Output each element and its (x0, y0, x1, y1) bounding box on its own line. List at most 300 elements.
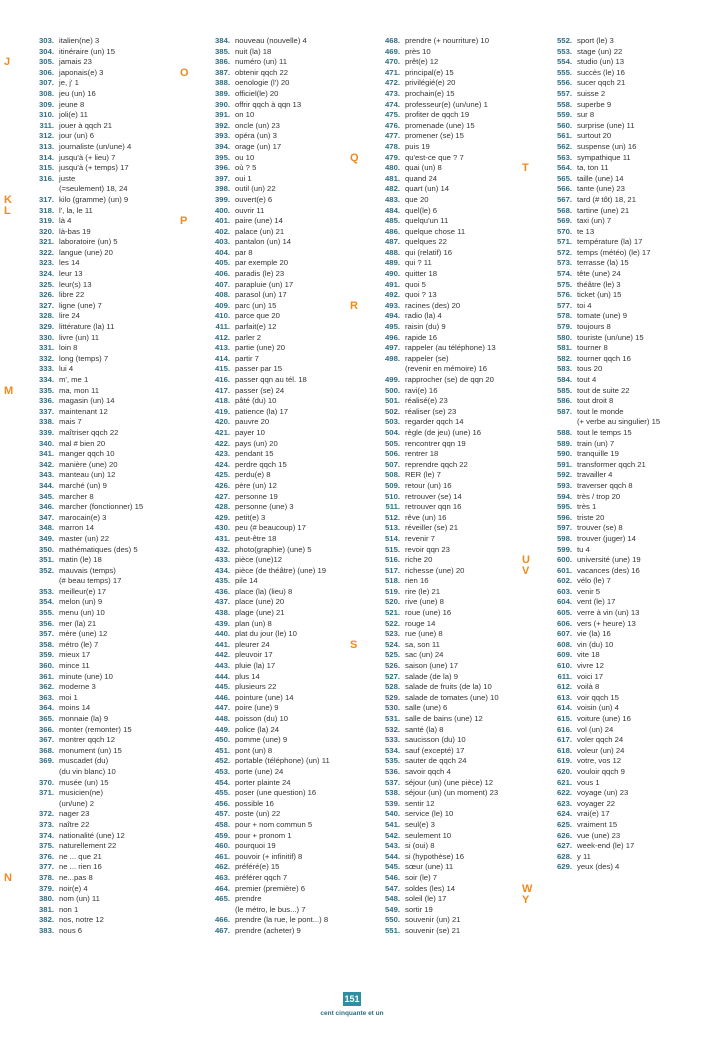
entry-word: privilégié(e) 20 (405, 78, 456, 88)
entry-number: 303. (39, 36, 54, 45)
entry-number: 444. (215, 671, 230, 681)
entry-word: regarder qqch 14 (405, 417, 464, 427)
entry-number: 565. (557, 173, 572, 183)
entry-number: 626. (557, 830, 572, 840)
entry-word: jusqu'à (+ lieu) 7 (59, 152, 116, 162)
entry-word: musicien(ne) (59, 788, 104, 798)
entry-number: 326. (39, 290, 54, 300)
entry-word: jour (un) 6 (59, 131, 95, 141)
entry-number: 475. (385, 110, 400, 120)
entry-word: nager 23 (59, 809, 90, 819)
entry-number: 577. (557, 300, 572, 310)
entry-number: 307. (39, 78, 54, 88)
entry-number: 440. (215, 629, 230, 639)
entry-number: 505. (385, 438, 400, 448)
entry-number: 395. (215, 152, 230, 162)
entry-number: 448. (215, 714, 230, 723)
entry-number: 427. (215, 491, 230, 501)
entry-word: sauter de qqch 24 (405, 756, 467, 766)
entry-number: 572. (557, 247, 572, 257)
section-letter: W (522, 883, 533, 895)
entry-number: 354. (39, 597, 54, 607)
entry-word: puis 19 (405, 141, 430, 151)
entry-word: sympathique 11 (577, 152, 631, 162)
entry-word: terrasse (la) 15 (577, 258, 629, 268)
entry-word: souvenir (un) 21 (405, 915, 461, 925)
entry-word: quart (un) 14 (405, 184, 450, 194)
entry-word: possible 16 (235, 798, 274, 808)
entry-word: livre (un) 11 (59, 332, 100, 342)
entry-word: melon (un) 9 (59, 597, 103, 607)
entry-number: 528. (385, 682, 400, 692)
entry-word: voyage (un) 23 (577, 788, 629, 798)
entry-word: maintenant 12 (59, 406, 108, 416)
entry-number: 416. (215, 375, 230, 384)
entry-number: 533. (385, 735, 400, 745)
entry-word: master (un) 22 (59, 533, 109, 543)
entry-word: voilà 8 (577, 682, 600, 692)
entry-word: nouveau (nouvelle) 4 (235, 36, 307, 45)
entry-word: travailler 4 (577, 470, 613, 480)
entry-word: loin 8 (59, 343, 78, 353)
entry-number: 325. (39, 279, 54, 289)
entry-word: vraiment 15 (577, 819, 618, 829)
entry-word: voleur (un) 24 (577, 745, 625, 755)
entry-number: 498. (385, 353, 400, 363)
entry-word: passer qqn au tél. 18 (235, 375, 307, 384)
entry-number: 397. (215, 173, 230, 183)
entry-number: 596. (557, 512, 572, 522)
entry-word: seul(e) 3 (405, 819, 435, 829)
entry-number: 513. (385, 523, 400, 533)
entry-word: vélo (le) 7 (577, 576, 611, 586)
entry-number: 614. (557, 703, 572, 713)
entry-word: sentir 12 (405, 798, 435, 808)
entry-word: salle (une) 6 (405, 703, 448, 713)
entry-number: 406. (215, 269, 230, 279)
entry-word: pendant 15 (235, 449, 274, 459)
section-letter: Q (350, 151, 359, 164)
entry-number: 419. (215, 406, 230, 416)
entry-word: te 13 (577, 226, 595, 236)
entry-word: prêt(e) 12 (405, 57, 439, 67)
entry-word: quelqu'un 11 (405, 216, 449, 226)
entry-word: manteau (un) 12 (59, 470, 116, 480)
entry-number: 575. (557, 279, 572, 289)
entry-number: 396. (215, 163, 230, 173)
entry-word: tout 4 (577, 375, 597, 384)
entry-number: 503. (385, 417, 400, 427)
entry-number: 610. (557, 661, 572, 671)
entry-number: 473. (385, 88, 400, 98)
entry-number: 599. (557, 544, 572, 554)
entry-number: 561. (557, 131, 572, 141)
entry-word: juste (59, 173, 76, 183)
entry-word: rive (une) 8 (405, 597, 444, 607)
entry-word: traverser qqch 8 (577, 480, 633, 490)
entry-number: 585. (557, 385, 572, 395)
entry-word: vite 18 (577, 650, 600, 660)
entry-number: 376. (39, 851, 54, 861)
entry-word: porter plainte 24 (235, 777, 291, 787)
entry-number: 604. (557, 597, 572, 607)
entry-number: 323. (39, 258, 54, 268)
entry-word: tartine (une) 21 (577, 205, 630, 215)
entry-number: 373. (39, 819, 54, 829)
entry-number: 497. (385, 343, 400, 353)
entry-number: 547. (385, 883, 400, 893)
entry-number: 398. (215, 184, 230, 194)
entry-number: 455. (215, 788, 230, 798)
entry-number: 579. (557, 322, 572, 332)
entry-word: police (la) 24 (235, 724, 280, 734)
entry-word: manger qqch 10 (59, 449, 115, 459)
entry-word: magasin (un) 14 (59, 396, 115, 406)
entry-number: 453. (215, 766, 230, 776)
entry-number: 313. (39, 141, 54, 151)
entry-number: 486. (385, 226, 400, 236)
entry-word: on 10 (235, 110, 255, 120)
entry-number: 509. (385, 480, 400, 490)
entry-number: 518. (385, 576, 400, 586)
entry-word: marocain(e) 3 (59, 512, 107, 522)
entry-word: moins 14 (59, 703, 91, 713)
entry-number: 371. (39, 788, 54, 798)
entry-word: vue (une) 23 (577, 830, 621, 840)
entry-number: 555. (557, 67, 572, 77)
entry-word: quelque chose 11 (405, 226, 466, 236)
entry-word: savoir qqch 4 (405, 766, 451, 776)
entry-number: 477. (385, 131, 400, 141)
entry-word: parce que 20 (235, 311, 280, 321)
entry-number: 618. (557, 745, 572, 755)
entry-word: nos, notre 12 (59, 915, 104, 925)
entry-number: 343. (39, 470, 54, 480)
entry-number: 442. (215, 650, 230, 660)
entry-number: 369. (39, 756, 54, 766)
entry-number: 304. (39, 46, 54, 56)
entry-word: sport (le) 3 (577, 36, 614, 45)
entry-word: retrouver qqn 16 (405, 502, 462, 512)
entry-number: 578. (557, 311, 572, 321)
entry-word: ta, ton 11 (577, 163, 609, 173)
entry-number: 494. (385, 311, 400, 321)
entry-number: 381. (39, 904, 54, 914)
entry-number: 506. (385, 449, 400, 459)
entry-number: 536. (385, 766, 400, 776)
entry-word: qui (relatif) 16 (405, 247, 452, 257)
entry-number: 569. (557, 216, 572, 226)
entry-number: 499. (385, 375, 400, 384)
entry-number: 573. (557, 258, 572, 268)
entry-number: 394. (215, 141, 230, 151)
entry-number: 621. (557, 777, 572, 787)
entry-word: tu 4 (577, 544, 590, 554)
entry-word: suspense (un) 16 (577, 141, 637, 151)
entry-word: place (une) 20 (235, 597, 285, 607)
entry-word: (le métro, le bus...) 7 (235, 904, 306, 914)
entry-word: père (un) 12 (235, 480, 277, 490)
entry-number: 420. (215, 417, 230, 427)
entry-number: 410. (215, 311, 230, 321)
entry-number: 557. (557, 88, 572, 98)
entry-number: 550. (385, 915, 400, 925)
entry-number: 521. (385, 608, 400, 618)
entry-word: pluie (la) 17 (235, 661, 276, 671)
entry-number: 305. (39, 57, 54, 67)
entry-number: 333. (39, 364, 54, 374)
entry-number: 429. (215, 512, 230, 522)
entry-number: 532. (385, 724, 400, 734)
entry-word: retour (un) 16 (405, 480, 452, 490)
entry-word: photo(graphie) (une) 5 (235, 544, 312, 554)
entry-number: 480. (385, 163, 400, 173)
entry-word: si (hypothèse) 16 (405, 851, 464, 861)
entry-number: 387. (215, 67, 230, 77)
entry-number: 411. (215, 322, 230, 332)
entry-word: matin (le) 18 (59, 555, 102, 565)
entry-word: réaliser (se) 23 (405, 406, 457, 416)
entry-word: monter (remonter) 15 (59, 724, 132, 734)
entry-word: séjour (un) (une pièce) 12 (405, 777, 494, 787)
entry-number: 449. (215, 724, 230, 734)
entry-word: salle de bains (une) 12 (405, 714, 483, 723)
entry-number: 418. (215, 396, 230, 406)
entry-word: quelques 22 (405, 237, 447, 247)
entry-number: 436. (215, 586, 230, 596)
entry-word: qui ? 11 (405, 258, 432, 268)
entry-word: (revenir en mémoire) 16 (405, 364, 488, 374)
entry-word: ma, mon 11 (59, 385, 100, 395)
entry-number: 331. (39, 343, 54, 353)
entry-word: retrouver (se) 14 (405, 491, 462, 501)
entry-word: poste (un) 22 (235, 809, 281, 819)
entry-word: plusieurs 22 (235, 682, 277, 692)
entry-number: 627. (557, 841, 572, 851)
entry-number: 470. (385, 57, 400, 67)
entry-number: 508. (385, 470, 400, 480)
entry-word: voiture (une) 16 (577, 714, 631, 723)
entry-number: 316. (39, 173, 54, 183)
entry-number: 426. (215, 480, 230, 490)
entry-number: 556. (557, 78, 572, 88)
entry-word: studio (un) 13 (577, 57, 625, 67)
entry-number: 468. (385, 36, 400, 45)
entry-number: 337. (39, 406, 54, 416)
entry-word: jamais 23 (59, 57, 92, 67)
entry-number: 332. (39, 353, 54, 363)
entry-number: 539. (385, 798, 400, 808)
entry-word: saucisson (du) 10 (405, 735, 466, 745)
entry-word: poisson (du) 10 (235, 714, 288, 723)
entry-word: je, j' 1 (59, 78, 79, 88)
entry-number: 358. (39, 639, 54, 649)
entry-number: 317. (39, 194, 54, 204)
entry-word: salade de fruits (de la) 10 (405, 682, 492, 692)
entry-number: 308. (39, 88, 54, 98)
entry-word: toi 4 (577, 300, 592, 310)
entry-word: opéra (un) 3 (235, 131, 277, 141)
entry-word: vers (+ heure) 13 (577, 618, 636, 628)
entry-number: 600. (557, 555, 572, 565)
entry-word: palace (un) 21 (235, 226, 285, 236)
entry-number: 522. (385, 618, 400, 628)
entry-word: marcher 8 (59, 491, 94, 501)
entry-number: 338. (39, 417, 54, 427)
entry-word: revoir qqn 23 (405, 544, 450, 554)
entry-number: 609. (557, 650, 572, 660)
entry-word: riche 20 (405, 555, 433, 565)
entry-word: partir 7 (235, 353, 259, 363)
entry-word: reprendre qqch 22 (405, 459, 468, 469)
entry-number: 434. (215, 565, 230, 575)
entry-number: 428. (215, 502, 230, 512)
entry-number: 408. (215, 290, 230, 300)
entry-number: 520. (385, 597, 400, 607)
entry-word: réveiller (se) 21 (405, 523, 458, 533)
entry-number: 309. (39, 99, 54, 109)
entry-word: (un/une) 2 (59, 798, 95, 808)
entry-word: lire 24 (59, 311, 80, 321)
entry-number: 466. (215, 915, 230, 925)
entry-word: personne 19 (235, 491, 278, 501)
entry-word: plat du jour (le) 10 (235, 629, 297, 639)
entry-number: 537. (385, 777, 400, 787)
entry-number: 353. (39, 586, 54, 596)
entry-number: 382. (39, 915, 54, 925)
entry-number: 562. (557, 141, 572, 151)
entry-number: 403. (215, 237, 230, 247)
entry-word: (# beau temps) 17 (59, 576, 122, 586)
entry-number: 463. (215, 872, 230, 882)
entry-number: 344. (39, 480, 54, 490)
entry-number: 628. (557, 851, 572, 861)
entry-number: 483. (385, 194, 400, 204)
entry-word: saison (une) 17 (405, 661, 458, 671)
entry-number: 437. (215, 597, 230, 607)
entry-word: jusqu'à (+ temps) 17 (59, 163, 129, 173)
entry-word: sœur (une) 11 (405, 862, 454, 872)
entry-word: parasol (un) 17 (235, 290, 287, 300)
entry-number: 370. (39, 777, 54, 787)
entry-word: week-end (le) 17 (577, 841, 635, 851)
entry-number: 620. (557, 766, 572, 776)
entry-word: santé (la) 8 (405, 724, 444, 734)
entry-number: 405. (215, 258, 230, 268)
entry-word: leur(s) 13 (59, 279, 92, 289)
entry-number: 487. (385, 237, 400, 247)
entry-number: 574. (557, 269, 572, 279)
entry-word: soldes (les) 14 (405, 883, 455, 893)
entry-word: poser (une question) 16 (235, 788, 317, 798)
entry-word: plage (une) 21 (235, 608, 285, 618)
section-letter: O (180, 66, 189, 79)
entry-number: 460. (215, 841, 230, 851)
entry-word: raisin (du) 9 (405, 322, 446, 332)
entry-word: yeux (des) 4 (577, 862, 620, 872)
entry-number: 582. (557, 353, 572, 363)
entry-number: 546. (385, 872, 400, 882)
entry-word: rappeler (au téléphone) 13 (405, 343, 496, 353)
entry-number: 479. (385, 152, 400, 162)
entry-word: parfait(e) 12 (235, 322, 277, 332)
entry-word: superbe 9 (577, 99, 612, 109)
entry-word: sauf (excepté) 17 (405, 745, 465, 755)
entry-number: 467. (215, 925, 230, 935)
entry-number: 485. (385, 216, 400, 226)
entry-number: 452. (215, 756, 230, 766)
entry-word: là-bas 19 (59, 226, 91, 236)
entry-number: 625. (557, 819, 572, 829)
entry-number: 523. (385, 629, 400, 639)
entry-word: rapprocher (se) de qqn 20 (405, 375, 494, 384)
entry-number: 385. (215, 46, 230, 56)
entry-word: passer par 15 (235, 364, 283, 374)
entry-word: si (oui) 8 (405, 841, 435, 851)
entry-word: meilleur(e) 17 (59, 586, 106, 596)
entry-number: 346. (39, 502, 54, 512)
entry-word: seulement 10 (405, 830, 452, 840)
entry-word: parler 2 (235, 332, 262, 342)
entry-word: nationalité (une) 12 (59, 830, 125, 840)
entry-number: 438. (215, 608, 230, 618)
entry-number: 372. (39, 809, 54, 819)
entry-word: minute (une) 10 (59, 671, 113, 681)
entry-number: 435. (215, 576, 230, 586)
entry-number: 424. (215, 459, 230, 469)
entry-word: (+ verbe au singulier) 15 (577, 417, 661, 427)
entry-number: 472. (385, 78, 400, 88)
entry-word: quoi ? 13 (405, 290, 437, 300)
entry-word: pointure (une) 14 (235, 692, 294, 702)
entry-number: 361. (39, 671, 54, 681)
entry-word: tout le monde (577, 406, 624, 416)
entry-number: 601. (557, 565, 572, 575)
entry-word: trouver (se) 8 (577, 523, 623, 533)
entry-word: prendre (acheter) 9 (235, 925, 301, 935)
entry-number: 482. (385, 184, 400, 194)
entry-word: température (la) 17 (577, 237, 643, 247)
entry-number: 312. (39, 131, 54, 141)
entry-number: 538. (385, 788, 400, 798)
section-letter: N (4, 872, 12, 885)
entry-word: voyager 22 (577, 798, 616, 808)
entry-number: 365. (39, 714, 54, 723)
entry-word: nuit (la) 18 (235, 46, 272, 56)
entry-number: 519. (385, 586, 400, 596)
entry-number: 341. (39, 449, 54, 459)
entry-word: vouloir qqch 9 (577, 766, 625, 776)
entry-word: pauvre 20 (235, 417, 270, 427)
entry-number: 431. (215, 533, 230, 543)
entry-number: 329. (39, 322, 54, 332)
entry-number: 514. (385, 533, 400, 543)
entry-word: principal(e) 15 (405, 67, 454, 77)
entry-word: ou 10 (235, 152, 255, 162)
entry-number: 616. (557, 724, 572, 734)
entry-number: 456. (215, 798, 230, 808)
entry-word: profiter de qqch 19 (405, 110, 470, 120)
entry-number: 478. (385, 141, 400, 151)
entry-word: pièce (de théâtre) (une) 19 (235, 565, 327, 575)
entry-number: 363. (39, 692, 54, 702)
entry-number: 400. (215, 205, 230, 215)
entry-word: parc (un) 15 (235, 300, 277, 310)
entry-word: pont (un) 8 (235, 745, 273, 755)
entry-number: 489. (385, 258, 400, 268)
entry-word: votre, vos 12 (577, 756, 622, 766)
entry-number: 629. (557, 862, 572, 872)
